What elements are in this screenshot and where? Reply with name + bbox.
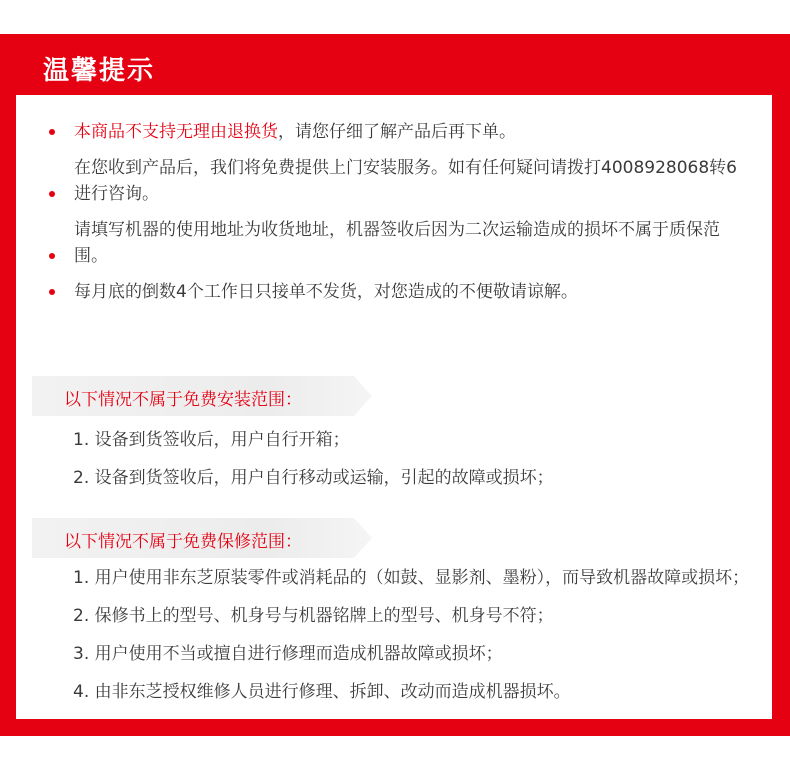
install-section-header — [32, 376, 372, 416]
notice-text: 每月底的倒数4个工作日只接单不发货，对您造成的不便敬请谅解。 — [74, 282, 578, 302]
notice-text: 请填写机器的使用地址为收货地址，机器签收后因为二次运输造成的损坏不属于质保范围。 — [74, 220, 720, 266]
bullet-dot-icon — [49, 253, 55, 259]
list-item: 1. 设备到货签收后，用户自行开箱； — [73, 430, 350, 450]
notice-highlight: 本商品不支持无理由退换货 — [74, 122, 278, 142]
notice-bullet — [16, 217, 772, 269]
bullet-dot-icon — [49, 129, 55, 135]
list-item: 4. 由非东芝授权维修人员进行修理、拆卸、改动而造成机器损坏。 — [73, 682, 571, 702]
bullet-dot-icon — [49, 191, 55, 197]
notice-panel — [16, 95, 772, 719]
warranty-section-heading: 以下情况不属于免费保修范围： — [64, 532, 302, 552]
notice-frame — [0, 34, 790, 736]
list-item: 2. 保修书上的型号、机身号与机器铭牌上的型号、机身号不符； — [73, 606, 554, 626]
notice-bullet — [16, 279, 772, 305]
notice-text: 在您收到产品后，我们将免费提供上门安装服务。如有任何疑问请拨打4008928068转6进行咨询。 — [74, 158, 737, 204]
list-item: 1. 用户使用非东芝原装零件或消耗品的（如鼓、显影剂、墨粉），而导致机器故障或损坏； — [73, 568, 750, 588]
install-exclusion-list — [16, 427, 772, 503]
install-section-heading: 以下情况不属于免费安装范围： — [64, 390, 302, 410]
notice-text: ，请您仔细了解产品后再下单。 — [278, 122, 516, 142]
warranty-exclusion-list — [16, 565, 772, 717]
bullet-dot-icon — [49, 289, 55, 295]
notice-title: 温馨提示 — [43, 56, 156, 86]
list-item: 3. 用户使用不当或擅自进行修理而造成机器故障或损坏； — [73, 644, 503, 664]
warranty-section-header — [32, 518, 372, 558]
notice-bullet-list — [16, 119, 772, 315]
list-item: 2. 设备到货签收后，用户自行移动或运输，引起的故障或损坏； — [73, 468, 554, 488]
notice-bullet — [16, 155, 772, 207]
notice-bullet — [16, 119, 772, 145]
